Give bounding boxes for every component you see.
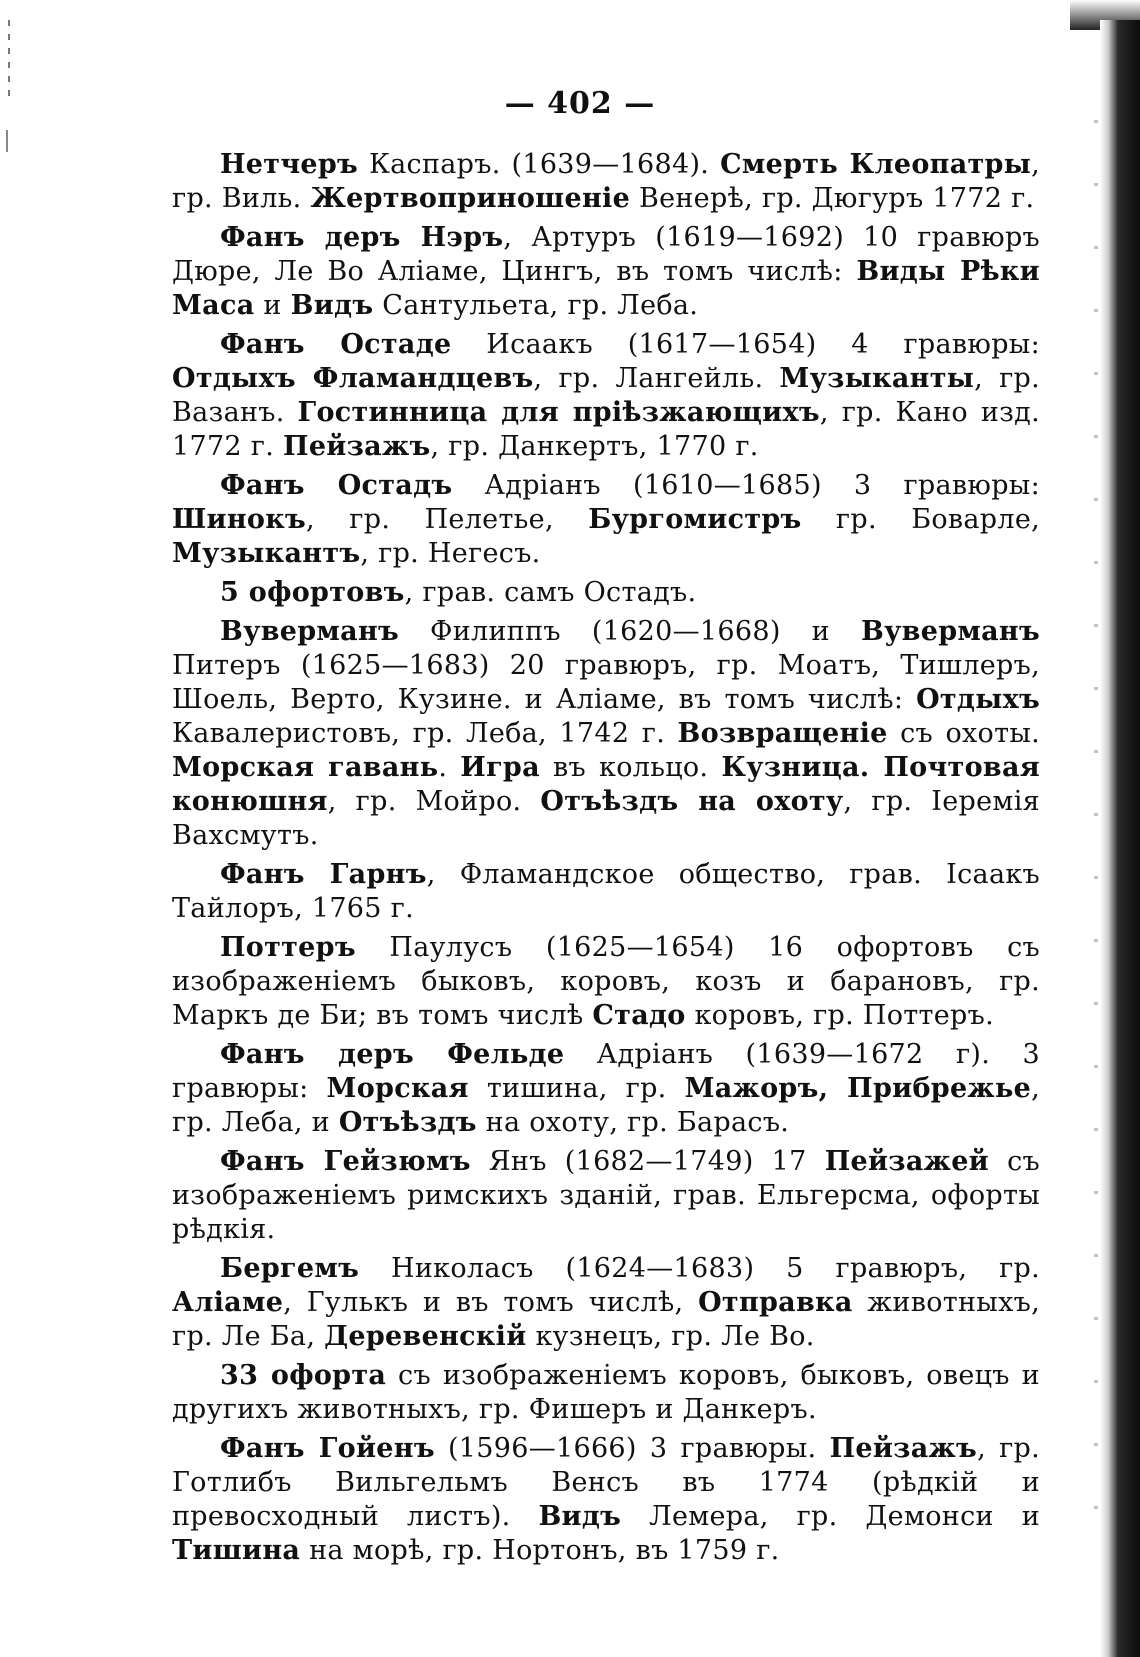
entry-text: съ охоты. — [887, 718, 1040, 749]
work-title: Возвращеніе — [677, 718, 888, 749]
entry-text: Адріанъ (1610—1685) 3 гравюры: — [452, 470, 1040, 501]
entry-name: Поттеръ — [220, 932, 356, 963]
work-title: Пейзажъ — [829, 1433, 978, 1464]
entry-text: коровъ, гр. Поттеръ. — [685, 1000, 994, 1031]
entry-berchem — [172, 1252, 1040, 1354]
entry-text: (1596—1666) 3 гравюры. — [434, 1433, 830, 1464]
entry-name: Фанъ Остадъ — [220, 470, 453, 501]
work-title: Отправка — [698, 1287, 853, 1318]
entry-text: въ кольцо. — [539, 752, 722, 783]
entry-text: Адріанъ (1639—1672 г). 3 гравюры: — [172, 1039, 1040, 1104]
work-title: Аліаме — [172, 1287, 284, 1318]
entry-text: Паулусъ (1625—1654) 16 офортовъ съ изображеніемъ быковъ, коровъ, козъ и барановъ, гр. Маркъ де Би; въ томъ числѣ — [172, 932, 1040, 1031]
catalog-text — [172, 148, 1040, 1573]
entry-text: , гр. Пелетье, — [306, 504, 589, 535]
margin-mark — [6, 130, 8, 152]
entry-text: на морѣ, гр. Нортонъ, въ 1759 г. — [300, 1535, 780, 1566]
scan-specks — [1094, 60, 1098, 1560]
entry-text: Исаакъ (1617—1654) 4 гравюры: — [451, 329, 1040, 360]
work-title: Мажоръ, Прибрежье — [684, 1073, 1032, 1104]
work-title: Отъѣздъ — [338, 1107, 477, 1138]
work-title: Игра — [460, 752, 540, 783]
entry-text: тишина, гр. — [468, 1073, 685, 1104]
work-title: Жертвоприношеніе — [310, 183, 631, 214]
entry-van-de-velde — [172, 1038, 1040, 1140]
entry-text: , Артуръ (1619—1692) 10 гравюръ Дюре, Ле Во Аліаме, Цингъ, въ томъ числѣ: — [172, 222, 1041, 287]
entry-van-ostade-isaac — [172, 328, 1040, 464]
entry-netscher — [172, 148, 1040, 216]
entry-text: , гр. Виль. — [172, 149, 1040, 214]
entry-text: Лемера, гр. Демонси и — [621, 1501, 1040, 1532]
work-title: Музыканты — [779, 363, 975, 394]
entry-text: и — [254, 290, 291, 321]
entry-text: кузнецъ, гр. Ле Во. — [526, 1321, 815, 1352]
entry-name: Вуверманъ — [220, 616, 400, 647]
entry-ostade-etchings — [172, 576, 1040, 610]
work-title: Пейзажъ — [283, 431, 431, 462]
entry-text: животныхъ, гр. Ле Ба, — [172, 1287, 1040, 1352]
entry-name: Вуверманъ — [860, 616, 1040, 647]
entry-text: Каспаръ. (1639—1684). — [358, 149, 721, 180]
entry-text: гр. Боварле, — [801, 504, 1040, 535]
entry-text: Кавалеристовъ, гр. Леба, 1742 г. — [172, 718, 678, 749]
entry-text: , гр. Негесъ. — [360, 538, 541, 569]
entry-text: Филиппъ (1620—1668) и — [399, 616, 861, 647]
work-title: Виды Рѣки Маса — [172, 256, 1040, 321]
work-title: Тишина — [172, 1535, 301, 1566]
entry-name: Фанъ Гейзюмъ — [220, 1146, 471, 1177]
page-number: — 402 — — [504, 86, 656, 121]
binding-shadow — [1100, 20, 1140, 1657]
entry-name: Фанъ деръ Фельде — [220, 1039, 565, 1070]
work-title: Видъ — [290, 290, 374, 321]
entry-potter — [172, 931, 1040, 1033]
entry-text: Питеръ (1625—1683) 20 гравюръ, гр. Моатъ, Тишлеръ, Шоель, Верто, Кузине. и Аліаме, въ томъ числѣ: — [172, 650, 1040, 715]
work-title: Отъѣздъ на охоту — [540, 786, 844, 817]
entry-33-etchings — [172, 1359, 1040, 1427]
entry-name: Фанъ Остаде — [220, 329, 452, 360]
work-title: Деревенскій — [324, 1321, 527, 1352]
entry-name: Фанъ Гарнъ — [220, 859, 427, 890]
entry-text: Янъ (1682—1749) 17 — [470, 1146, 825, 1177]
entry-van-goyen — [172, 1432, 1040, 1568]
entry-name: Фанъ деръ Нэръ — [220, 222, 504, 253]
work-title: Гостинница для пріѣзжающихъ — [297, 397, 820, 428]
entry-text: , гр. Леба, и — [172, 1073, 1040, 1138]
entry-name: Фанъ Гойенъ — [220, 1433, 435, 1464]
entry-text: , Фламандское общество, грав. Ісаакъ Тайлоръ, 1765 г. — [172, 859, 1040, 924]
entry-text: на охоту, гр. Барасъ. — [476, 1107, 790, 1138]
entry-wouwerman — [172, 615, 1040, 853]
work-title: Отдыхъ — [916, 684, 1040, 715]
entry-text: съ изображеніемъ римскихъ зданій, грав. Ельгерсма, офорты рѣдкія. — [172, 1146, 1040, 1245]
entry-name: 5 офортовъ — [220, 577, 405, 608]
work-title: Видъ — [538, 1501, 622, 1532]
entry-text: , гр. Данкертъ, 1770 г. — [430, 431, 759, 462]
entry-van-ostade-adriaen — [172, 469, 1040, 571]
work-title: Морская — [326, 1073, 469, 1104]
work-title: Отдыхъ Фламандцевъ — [172, 363, 534, 394]
entry-van-huysum — [172, 1145, 1040, 1247]
entry-name: Нетчеръ — [220, 149, 359, 180]
entry-text: , гр. Кано изд. 1772 г. — [172, 397, 1040, 462]
entry-text: , гр. Лангейль. — [533, 363, 780, 394]
entry-text: , гр. Готлибъ Вильгельмъ Венсъ въ 1774 (рѣдкій и превосходный листъ). — [172, 1433, 1040, 1532]
entry-name: Бергемъ — [220, 1253, 360, 1284]
work-title: Стадо — [592, 1000, 686, 1031]
entry-van-der-neer — [172, 221, 1040, 323]
work-title: Кузница. Почтовая конюшня — [172, 752, 1040, 817]
entry-text: . — [438, 752, 461, 783]
work-title: Пейзажей — [824, 1146, 989, 1177]
work-title: Морская гавань — [172, 752, 439, 783]
entry-text: , гр. Іеремія Вахсмутъ. — [172, 786, 1040, 851]
entry-text: , грав. самъ Остадъ. — [404, 577, 697, 608]
entry-text: , гр. Вазанъ. — [172, 363, 1040, 428]
work-title: Смерть Клеопатры — [720, 149, 1032, 180]
entry-text: , Гулькъ и въ томъ числѣ, — [283, 1287, 699, 1318]
work-title: Шинокъ — [172, 504, 307, 535]
entry-van-haarlem — [172, 858, 1040, 926]
entry-name: 33 офорта — [220, 1360, 387, 1391]
entry-text: Николасъ (1624—1683) 5 гравюръ, гр. — [359, 1253, 1040, 1284]
entry-text: Сантульета, гр. Леба. — [373, 290, 699, 321]
entry-text: , гр. Мойро. — [327, 786, 541, 817]
work-title: Музыкантъ — [172, 538, 361, 569]
entry-text: съ изображеніемъ коровъ, быковъ, овецъ и другихъ животныхъ, гр. Фишеръ и Данкеръ. — [172, 1360, 1040, 1425]
entry-text: Венерѣ, гр. Дюгуръ 1772 г. — [630, 183, 1035, 214]
work-title: Бургомистръ — [588, 504, 802, 535]
